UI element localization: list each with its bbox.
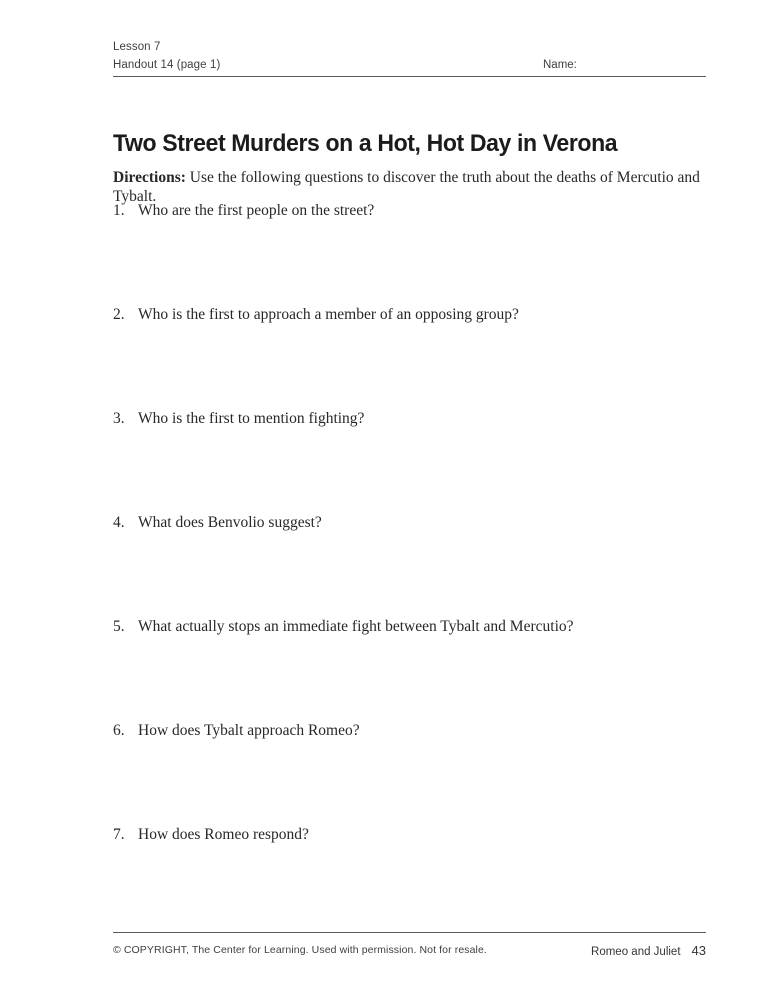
footer-rule <box>113 932 706 933</box>
question-text: What does Benvolio suggest? <box>138 514 322 531</box>
copyright-notice: © COPYRIGHT, The Center for Learning. Used with permission. Not for resale. <box>113 944 487 956</box>
question-item-2 <box>113 305 706 409</box>
question-text: Who is the first to approach a member of an opposing group? <box>138 306 519 323</box>
question-number: 2. <box>113 306 125 323</box>
question-text: Who is the first to mention fighting? <box>138 410 365 427</box>
footer-right <box>113 942 706 960</box>
question-item-3 <box>113 409 706 513</box>
handout-label: Handout 14 (page 1) <box>113 59 221 71</box>
page-number: 43 <box>691 943 706 958</box>
question-item-5 <box>113 617 706 721</box>
header-rule <box>113 76 706 77</box>
header-lesson-block <box>113 38 220 74</box>
question-text: Who are the first people on the street? <box>138 202 375 219</box>
question-number: 3. <box>113 410 125 427</box>
directions-text: Use the following questions to discover the truth about the deaths of Mercutio and Tybalt. <box>113 169 700 205</box>
question-number: 1. <box>113 202 125 219</box>
question-item-7 <box>113 825 706 929</box>
question-item-6 <box>113 721 706 825</box>
question-text: How does Tybalt approach Romeo? <box>138 722 360 739</box>
question-number: 7. <box>113 826 125 843</box>
name-label: Name: <box>543 59 577 71</box>
question-text: What actually stops an immediate fight between Tybalt and Mercutio? <box>138 618 574 635</box>
book-title: Romeo and Juliet <box>591 946 681 958</box>
question-number: 5. <box>113 618 125 635</box>
question-item-4 <box>113 513 706 617</box>
question-item-1 <box>113 201 706 305</box>
question-number: 4. <box>113 514 125 531</box>
directions-label: Directions: <box>113 169 186 186</box>
question-text: How does Romeo respond? <box>138 826 309 843</box>
question-list <box>113 201 706 929</box>
lesson-label: Lesson 7 <box>113 41 161 53</box>
page-title: Two Street Murders on a Hot, Hot Day in Verona <box>113 130 618 157</box>
question-number: 6. <box>113 722 125 739</box>
